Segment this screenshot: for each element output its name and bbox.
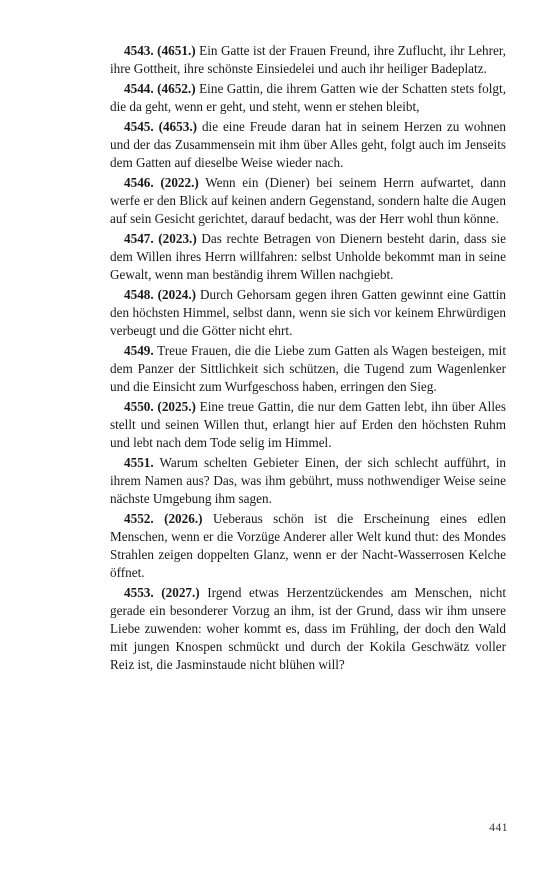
entry-4552	[110, 510, 506, 582]
entry-number: 4543. (4651.)	[124, 43, 196, 58]
entry-4544	[110, 80, 506, 116]
entry-number: 4545. (4653.)	[124, 119, 198, 134]
entry-number: 4544. (4652.)	[124, 81, 196, 96]
entry-4551	[110, 454, 506, 508]
entry-4550	[110, 398, 506, 452]
entry-text: Ueberaus schön ist die Erscheinung eines edlen Menschen, wenn er die Vorzüge Anderer aller Welt kund thut: des Mondes Strahlen zeigen doppelten Glanz, wenn er der Nacht-Wasserrosen Kelche öffnet.	[110, 511, 506, 580]
entry-4549	[110, 342, 506, 396]
entry-number: 4553. (2027.)	[124, 585, 200, 600]
entry-text: Treue Frauen, die die Liebe zum Gatten als Wagen besteigen, mit dem Panzer der Sittlichkeit sich schützen, die Tugend zum Wagenlenker und die Einsicht zum Wurfgeschoss haben, erringen den Sieg.	[110, 343, 506, 394]
entry-text: Das rechte Betragen von Dienern besteht darin, dass sie dem Willen ihres Herrn willfahren: selbst Unholde bekommt man in seine Gewalt, wenn man beständig ihrem Willen nachgiebt.	[110, 231, 506, 282]
page-number: 441	[489, 822, 508, 834]
entry-number: 4552. (2026.)	[124, 511, 203, 526]
entry-number: 4547. (2023.)	[124, 231, 197, 246]
entry-4546	[110, 174, 506, 228]
entry-text: Eine treue Gattin, die nur dem Gatten lebt, ihn über Alles stellt und seinen Willen thut, erlangt hier auf Erden den höchsten Ruhm und lebt nach dem Tode selig im Himmel.	[110, 399, 506, 450]
entry-text: Eine Gattin, die ihrem Gatten wie der Schatten stets folgt, die da geht, wenn er geht, und steht, wenn er stehen bleibt,	[110, 81, 506, 114]
page-body	[110, 42, 506, 676]
entry-text: Ein Gatte ist der Frauen Freund, ihre Zuflucht, ihr Lehrer, ihre Gottheit, ihre schönste Einsiedelei und auch ihr heiliger Badeplatz.	[110, 43, 506, 76]
entry-4548	[110, 286, 506, 340]
entry-4553	[110, 584, 506, 674]
entry-number: 4551.	[124, 455, 154, 470]
entry-text: Irgend etwas Herzentzückendes am Menschen, nicht gerade ein besonderer Vorzug an ihm, ist der Grund, dass wir ihm unsere Liebe zuwenden: woher kommt es, dass im Frühling, der doch den Wald mit jungen Knospen schmückt und durch der Kokila Geschwätz voller Reiz ist, die Jasminstaude nicht blühen will?	[110, 585, 506, 672]
entry-number: 4548. (2024.)	[124, 287, 197, 302]
entry-4543	[110, 42, 506, 78]
entry-text: Wenn ein (Diener) bei seinem Herrn aufwartet, dann werfe er den Blick auf keinen andern Gegenstand, sondern halte die Augen auf sein Gesicht gerichtet, darauf bedacht, was der Herr wohl thun könne.	[110, 175, 506, 226]
entry-4545	[110, 118, 506, 172]
entry-4547	[110, 230, 506, 284]
entry-text: Warum schelten Gebieter Einen, der sich schlecht aufführt, in ihrem Namen aus? Das, was ihm gebührt, muss nothwendiger Weise seine nächste Umgebung ihm sagen.	[110, 455, 507, 506]
entry-text: die eine Freude daran hat in seinem Herzen zu wohnen und der das Zusammensein mit ihm über Alles geht, folgt auch im Jenseits dem Gatten auf dieselbe Weise wieder nach.	[110, 119, 506, 170]
entry-number: 4546. (2022.)	[124, 175, 199, 190]
entry-number: 4549.	[124, 343, 154, 358]
entry-number: 4550. (2025.)	[124, 399, 196, 414]
entry-text: Durch Gehorsam gegen ihren Gatten gewinnt eine Gattin den höchsten Himmel, selbst dann, wenn sie sich vor keinem Ehrwürdigen verbeugt und die Götter nicht ehrt.	[110, 287, 506, 338]
